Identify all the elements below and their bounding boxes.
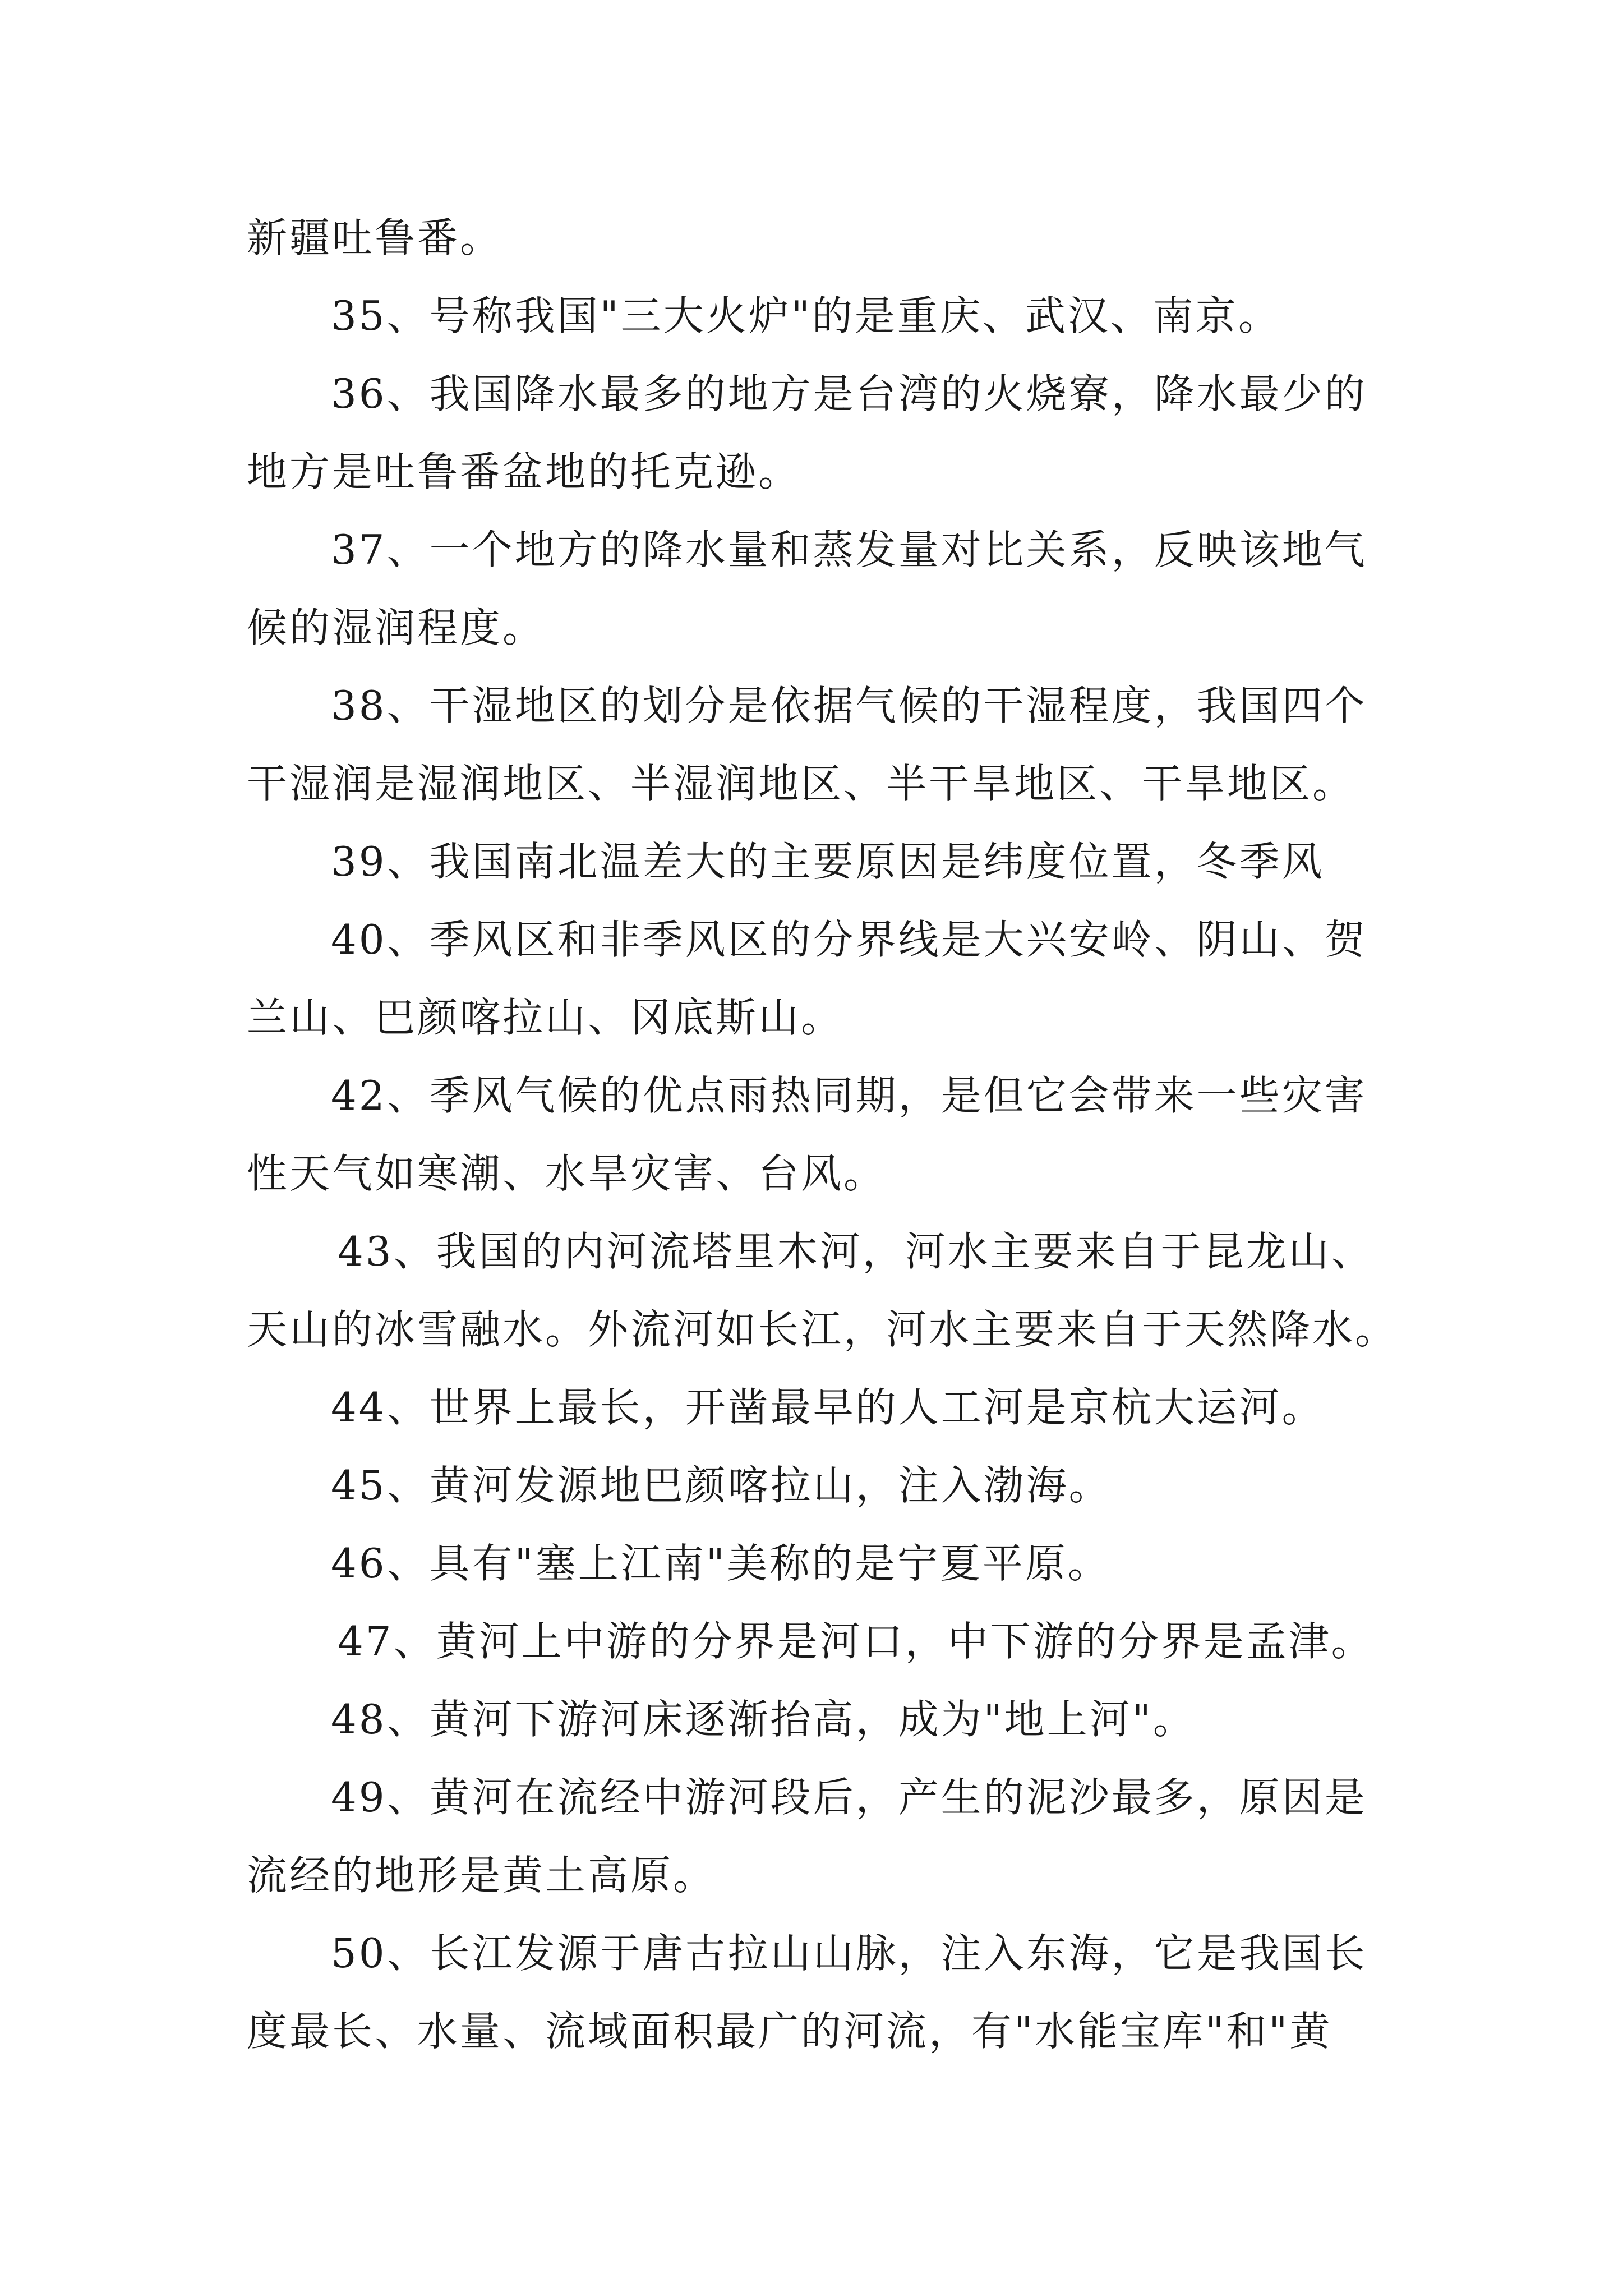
text-line: 42、季风气候的优点雨热同期，是但它会带来一些灾害 <box>331 1072 1367 1119</box>
text-line: 35、号称我国"三大火炉"的是重庆、武汉、南京。 <box>331 292 1281 339</box>
text-line: 40、季风区和非季风区的分界线是大兴安岭、阴山、贺 <box>331 916 1367 963</box>
text-line: 地方是吐鲁番盆地的托克逊。 <box>247 448 801 495</box>
text-line: 37、一个地方的降水量和蒸发量对比关系，反映该地气 <box>331 526 1367 573</box>
text-line: 36、我国降水最多的地方是台湾的火烧寮，降水最少的 <box>331 370 1367 417</box>
text-line: 候的湿润程度。 <box>247 604 546 651</box>
text-line: 45、黄河发源地巴颜喀拉山，注入渤海。 <box>331 1462 1112 1509</box>
text-line: 度最长、水量、流域面积最广的河流，有"水能宝库"和"黄 <box>247 2008 1332 2055</box>
text-line: 性天气如寒潮、水旱灾害、台风。 <box>247 1150 887 1197</box>
text-line: 48、黄河下游河床逐渐抬高，成为"地上河"。 <box>331 1696 1196 1743</box>
text-line: 47、黄河上中游的分界是河口，中下游的分界是孟津。 <box>338 1618 1374 1665</box>
text-line: 流经的地形是黄土高原。 <box>247 1852 716 1899</box>
text-line: 39、我国南北温差大的主要原因是纬度位置，冬季风 <box>331 838 1325 885</box>
text-line: 43、我国的内河流塔里木河，河水主要来自于昆龙山、 <box>338 1228 1374 1275</box>
text-line: 兰山、巴颜喀拉山、冈底斯山。 <box>247 994 844 1041</box>
document-body <box>247 199 1398 2070</box>
text-line: 44、世界上最长，开凿最早的人工河是京杭大运河。 <box>331 1384 1325 1431</box>
text-line: 38、干湿地区的划分是依据气候的干湿程度，我国四个 <box>331 682 1367 729</box>
text-line: 天山的冰雪融水。外流河如长江，河水主要来自于天然降水。 <box>247 1306 1398 1353</box>
text-line: 新疆吐鲁番。 <box>247 214 503 261</box>
text-line: 46、具有"塞上江南"美称的是宁夏平原。 <box>331 1540 1110 1587</box>
text-line: 50、长江发源于唐古拉山山脉，注入东海，它是我国长 <box>331 1930 1367 1977</box>
text-line: 49、黄河在流经中游河段后，产生的泥沙最多，原因是 <box>331 1774 1367 1821</box>
text-line: 干湿润是湿润地区、半湿润地区、半干旱地区、干旱地区。 <box>247 760 1355 807</box>
